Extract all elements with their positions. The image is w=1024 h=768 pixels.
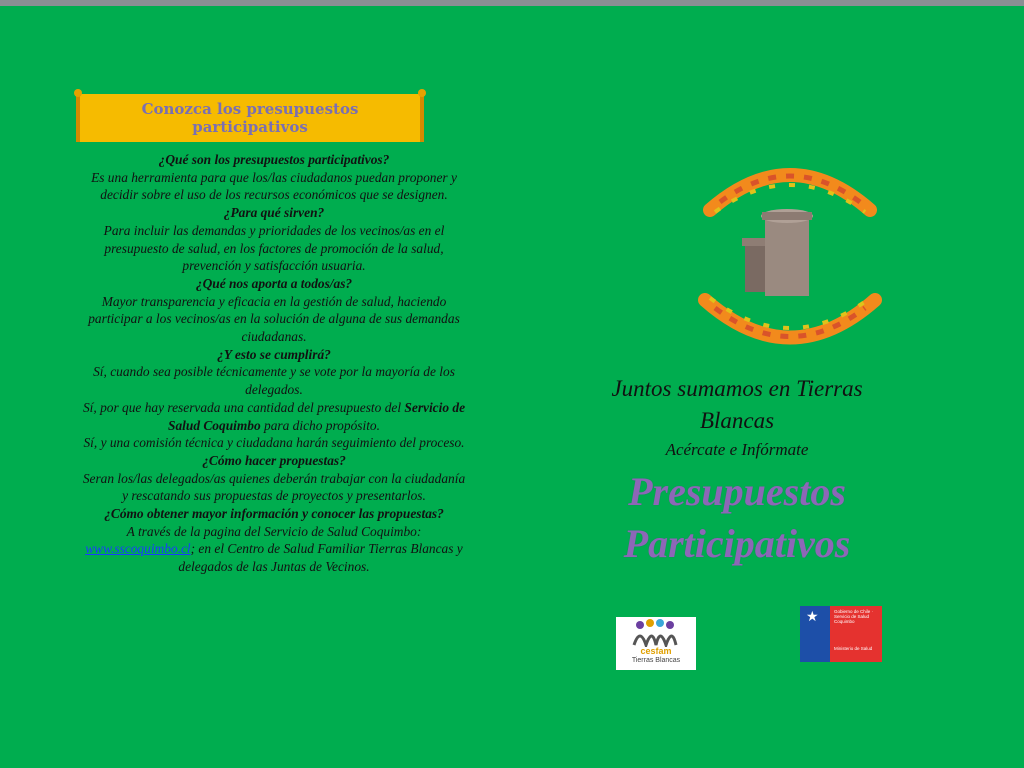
website-link[interactable]: www.sscoquimbo.cl [85,541,191,557]
answer-2: Para incluir las demandas y prioridades de los vecinos/as en el presupuesto de salud, en los factores de promoción de la salud, prevención y satisfacción usuaria. [103,222,445,274]
window-top-border [0,0,1024,6]
main-title-line-1: Presupuestos [628,469,846,514]
main-title [560,466,914,570]
answer-4b-bold: Servicio de Salud Coquimbo [168,399,466,433]
answer-4a: Sí, cuando sea posible técnicamente y se vote por la mayoría de los delegados. [93,364,455,398]
question-1: ¿Qué son los presupuestos participativos? [158,152,390,167]
question-6: ¿Cómo obtener mayor información y conocer las propuestas? [104,506,444,522]
bottom-hands-arc [705,298,875,338]
question-3: ¿Qué nos aporta a todos/as? [195,275,353,291]
question-4: ¿Y esto se cumplirá? [217,346,331,362]
answer-6-pre: A través de la pagina del Servicio de Salud Coquimbo: [126,523,422,539]
cesfam-subtitle: Tierras Blancas [631,657,681,664]
government-logo [800,606,882,662]
cesfam-figures-icon [616,617,696,647]
answer-4b [80,399,468,434]
cesfam-name: cesfam [640,646,672,656]
answer-6 [80,523,468,576]
answer-4b-pre: Sí, por que hay reservada una cantidad del presupuesto del [82,399,402,415]
answer-6-post: ; en el Centro de Salud Familiar Tierras Blancas y delegados de las Juntas de Vecinos. [178,541,463,575]
water-tower-icon [742,209,813,296]
cesfam-logo [616,617,696,670]
gov-logo-red-panel [830,606,882,662]
hands-tower-emblem [690,150,890,350]
answer-4b-post: para dicho propósito. [264,417,380,433]
answer-5: Seran los/las delegados/as quienes deberán trabajar con la ciudadanía y rescatando sus propuestas de proyectos y presentarlos. [82,470,466,504]
gov-logo-text-ministry: Ministerio de Salud [834,646,873,651]
main-title-line-2: Participativos [623,521,851,566]
title-banner [76,94,424,142]
info-text-column [80,151,468,576]
star-icon: ★ [806,609,819,625]
question-2: ¿Para qué sirven? [223,205,325,221]
top-hands-arc [710,175,870,212]
question-5: ¿Cómo hacer propuestas? [202,452,346,468]
answer-1: Es una herramienta para que los/las ciudadanos puedan proponer y decidir sobre el uso de los recursos económicos que se designen. [91,169,457,203]
banner-title: Conozca los presupuestos participativos [141,100,359,136]
gov-logo-blue-panel [800,606,830,662]
slogan: Juntos sumamos en Tierras Blancas [611,376,863,433]
gov-logo-text: Gobierno de Chile · Servicio de Salud Coquimbo [834,609,874,624]
answer-3: Mayor transparencia y eficacia en la gestión de salud, haciendo participar a los vecinos/as en la solución de alguna de sus demandas ciudadanas. [88,293,460,345]
subslogan: Acércate e Infórmate [665,440,809,459]
answer-4c: Sí, y una comisión técnica y ciudadana harán seguimiento del proceso. [83,435,465,451]
